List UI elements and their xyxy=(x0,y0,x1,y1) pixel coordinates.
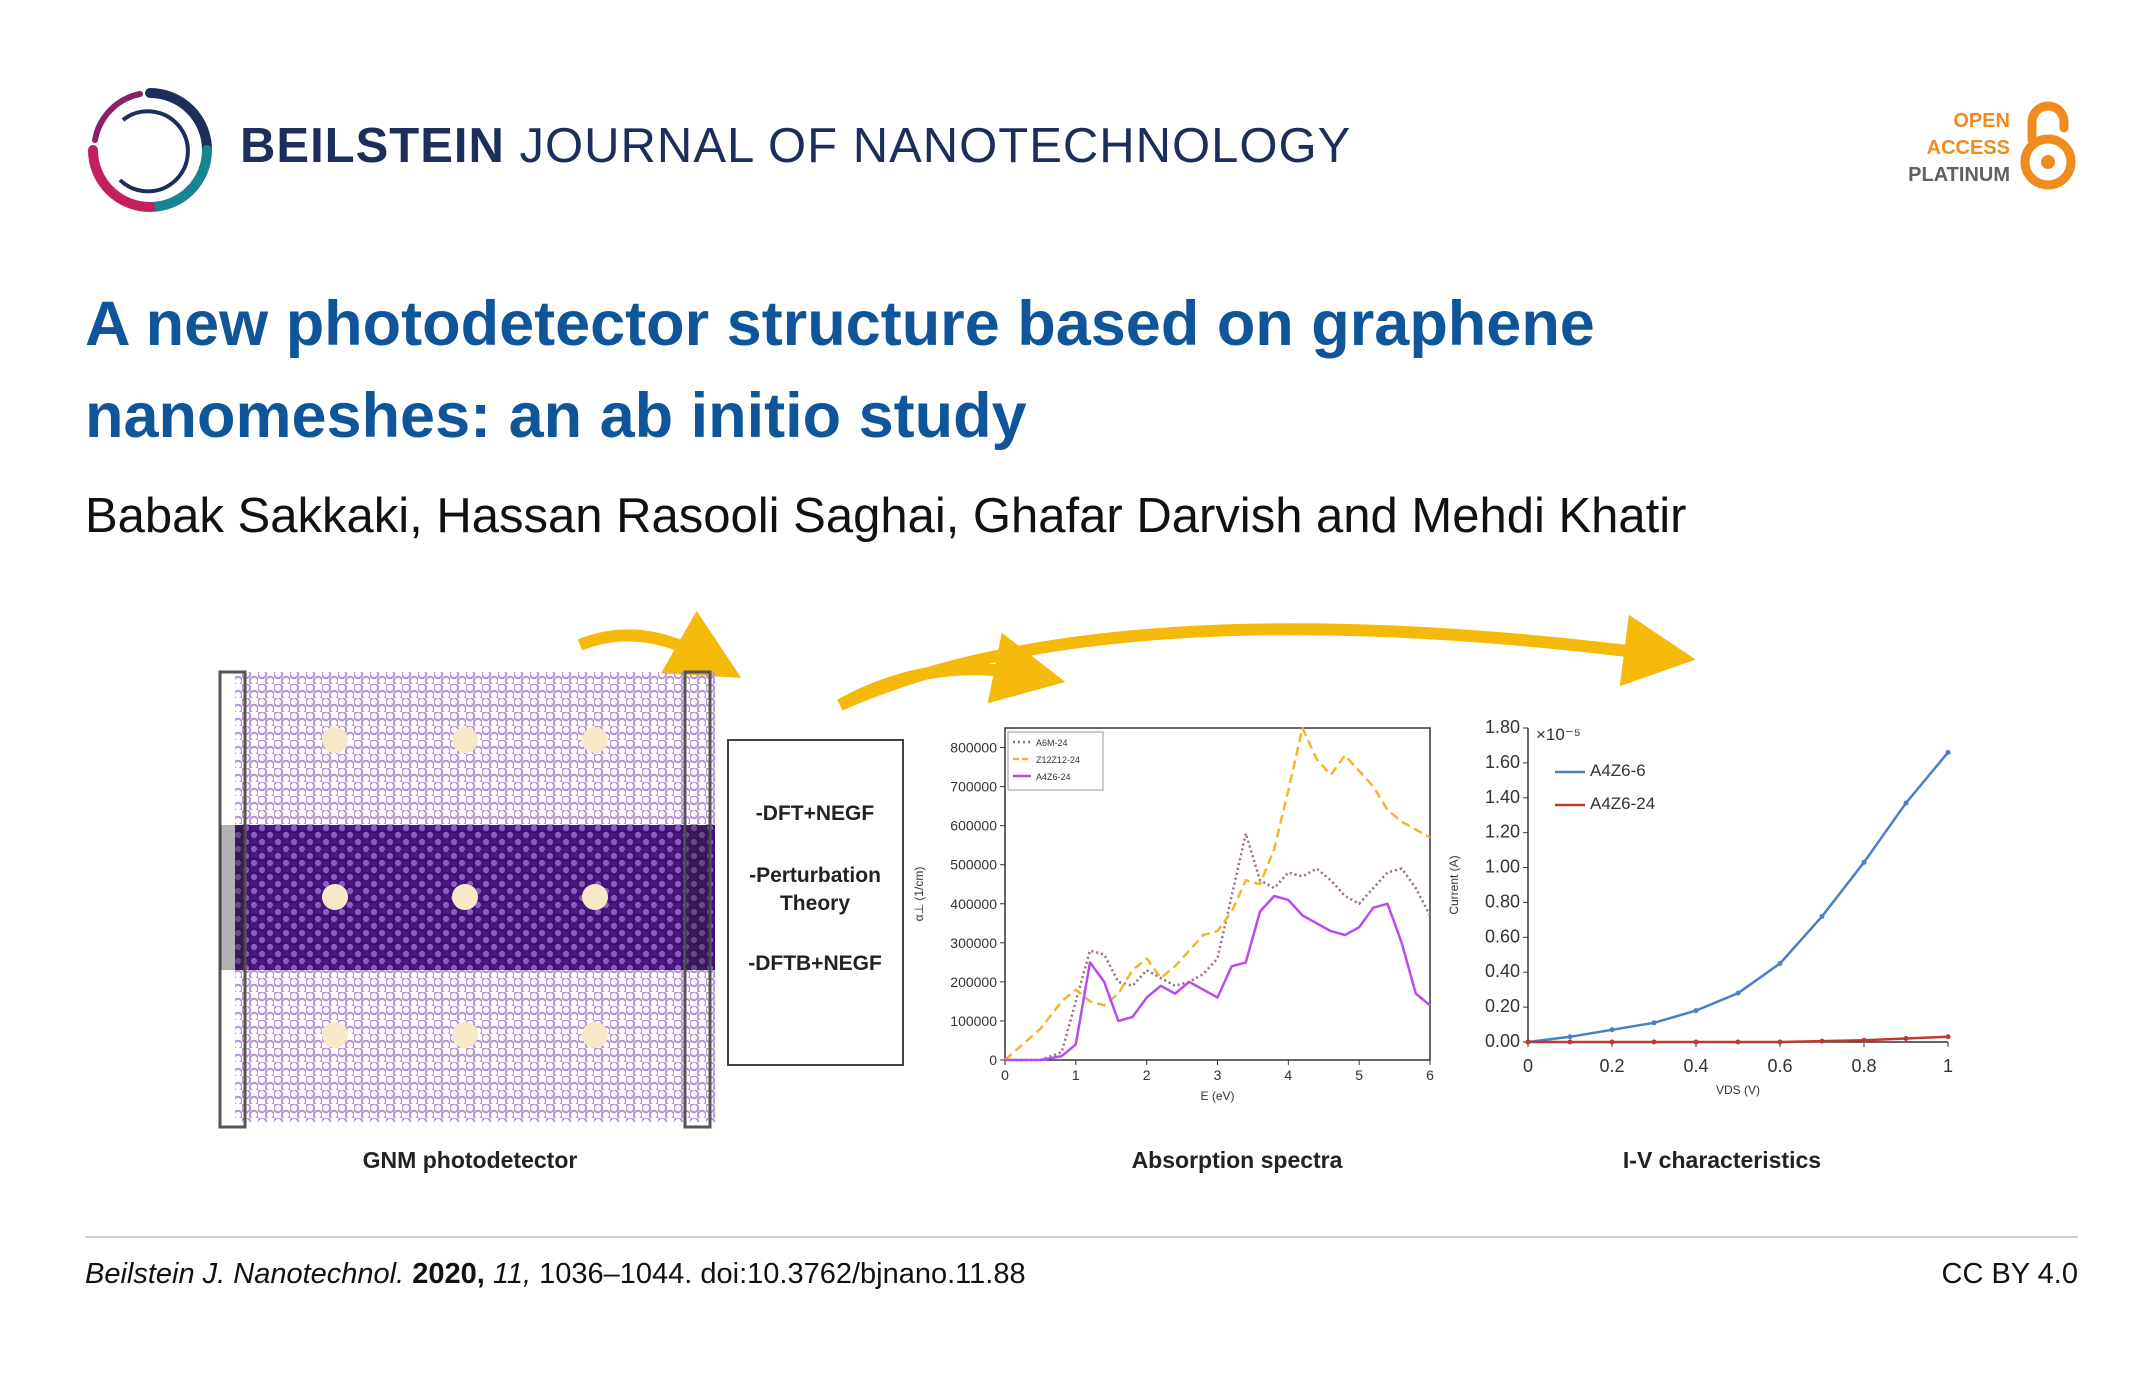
data-point xyxy=(1778,961,1783,966)
data-point xyxy=(1946,1034,1951,1039)
data-point xyxy=(1736,991,1741,996)
data-point xyxy=(1862,860,1867,865)
arrow-1 xyxy=(580,635,710,660)
x-axis-label: E (eV) xyxy=(1200,1089,1235,1103)
y-tick-label: 0 xyxy=(989,1052,997,1068)
data-point xyxy=(1778,1040,1783,1045)
y-tick-label: 0.80 xyxy=(1484,891,1520,912)
x-tick-label: 6 xyxy=(1426,1067,1434,1083)
data-point xyxy=(1610,1027,1615,1032)
footer-divider xyxy=(85,1236,2078,1238)
legend-label: A4Z6-24 xyxy=(1036,772,1071,782)
y-multiplier: ×10⁻⁵ xyxy=(1536,725,1581,744)
graphical-abstract xyxy=(210,600,1980,1180)
legend-label: A4Z6-24 xyxy=(1590,794,1656,813)
data-point xyxy=(1610,1040,1615,1045)
panel3-caption: I-V characteristics xyxy=(1622,1147,1822,1173)
y-tick-label: 1.00 xyxy=(1484,856,1520,877)
legend-label: A4Z6-6 xyxy=(1590,761,1646,780)
data-point xyxy=(1862,1038,1867,1043)
x-axis-label: VDS (V) xyxy=(1715,1083,1761,1097)
data-point xyxy=(1526,1040,1531,1045)
data-point xyxy=(1946,750,1951,755)
data-point xyxy=(1568,1034,1573,1039)
x-tick-label: 0.4 xyxy=(1683,1056,1709,1076)
x-tick-label: 0.6 xyxy=(1767,1056,1793,1076)
y-axis-label: α⊥ (1/cm) xyxy=(912,866,926,922)
iv-characteristics-chart xyxy=(1447,717,1953,1097)
y-tick-label: 200000 xyxy=(950,973,997,990)
author-list: Babak Sakkaki, Hassan Rasooli Saghai, Ghafar Darvish and Mehdi Khatir xyxy=(85,489,1687,543)
data-point xyxy=(1736,1040,1741,1045)
y-tick-label: 0.00 xyxy=(1484,1031,1520,1051)
panel2-caption: Absorption spectra xyxy=(1131,1147,1343,1173)
method-dft-negf: -DFT+NEGF xyxy=(755,802,875,825)
data-point xyxy=(1694,1008,1699,1013)
x-tick-label: 3 xyxy=(1213,1067,1222,1083)
beilstein-logo xyxy=(85,85,215,215)
y-tick-label: 1.40 xyxy=(1484,786,1520,807)
open-access-badge-text: OPEN ACCESS PLATINUM xyxy=(1908,110,2010,186)
x-tick-label: 1 xyxy=(1942,1056,1954,1076)
x-tick-label: 0.8 xyxy=(1851,1056,1877,1076)
data-point xyxy=(1820,1039,1825,1044)
method-perturbation: -Perturbation xyxy=(749,864,881,887)
x-tick-label: 0.2 xyxy=(1599,1056,1625,1076)
article-title: A new photodetector structure based on graphene nanomeshes: an ab initio study xyxy=(85,289,1595,451)
y-tick-label: 1.20 xyxy=(1484,821,1520,842)
panel1-caption: GNM photodetector xyxy=(362,1147,578,1173)
legend-label: A6M-24 xyxy=(1036,738,1068,748)
data-point xyxy=(1820,914,1825,919)
y-tick-label: 300000 xyxy=(950,934,997,951)
y-axis-label: Current (A) xyxy=(1447,855,1461,915)
y-tick-label: 500000 xyxy=(950,856,997,873)
x-tick-label: 1 xyxy=(1071,1067,1080,1083)
data-point xyxy=(1694,1040,1699,1045)
citation: Beilstein J. Nanotechnol. 2020, 11, 1036–1044. doi:10.3762/bjnano.11.88 xyxy=(85,1258,1026,1290)
x-tick-label: 5 xyxy=(1355,1067,1364,1083)
absorption-spectra-chart xyxy=(912,728,1434,1103)
process-arrows xyxy=(580,629,1660,705)
method-dftb-negf: -DFTB+NEGF xyxy=(748,952,882,975)
data-point xyxy=(1904,1036,1909,1041)
y-tick-label: 0.40 xyxy=(1484,961,1520,982)
methods-box xyxy=(728,740,903,1065)
open-access-lock-icon xyxy=(2018,100,2078,192)
y-tick-label: 1.60 xyxy=(1484,751,1520,772)
y-tick-label: 600000 xyxy=(950,817,997,834)
data-point xyxy=(1652,1020,1657,1025)
y-tick-label: 400000 xyxy=(950,895,997,912)
data-point xyxy=(1568,1040,1573,1045)
data-point xyxy=(1652,1040,1657,1045)
y-tick-label: 0.20 xyxy=(1484,996,1520,1017)
data-point xyxy=(1904,801,1909,806)
y-tick-label: 800000 xyxy=(950,739,997,756)
y-tick-label: 1.80 xyxy=(1484,717,1520,737)
arrow-3 xyxy=(840,629,1660,705)
y-tick-label: 100000 xyxy=(950,1012,997,1029)
journal-name: BEILSTEIN JOURNAL OF NANOTECHNOLOGY xyxy=(240,119,1352,173)
y-tick-label: 0.60 xyxy=(1484,926,1520,947)
y-tick-label: 700000 xyxy=(950,778,997,795)
method-theory: Theory xyxy=(779,892,851,915)
license: CC BY 4.0 xyxy=(1941,1258,2078,1290)
legend-label: Z12Z12-24 xyxy=(1036,755,1081,765)
x-tick-label: 2 xyxy=(1142,1067,1151,1083)
x-tick-label: 0 xyxy=(1001,1067,1009,1083)
x-tick-label: 4 xyxy=(1284,1067,1293,1083)
x-tick-label: 0 xyxy=(1522,1056,1534,1076)
gnm-photodetector-panel xyxy=(220,672,715,1173)
